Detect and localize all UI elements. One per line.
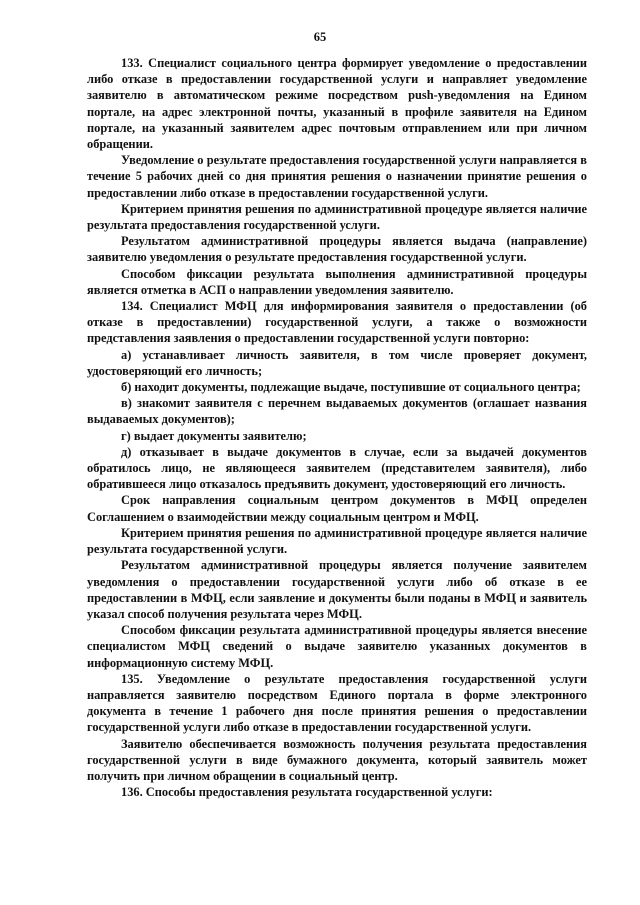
list-item-v: в) знакомит заявителя с перечнем выдаваемых документов (оглашает названия выдаваемых документов); bbox=[87, 396, 587, 427]
paragraph-134: 134. Специалист МФЦ для информирования заявителя о предоставлении (об отказе в предоставлении) государственной услуги, а также о возможности представления заявления о предоставлении государственной услуги повторно: bbox=[87, 299, 587, 346]
paragraph-result-2: Результатом административной процедуры является получение заявителем уведомления о предоставлении государственной услуги либо об отказе в ее предоставлении в МФЦ, если заявление и документы были поданы в МФЦ и заявитель указал способ получения результата через МФЦ. bbox=[87, 558, 587, 621]
list-item-a: а) устанавливает личность заявителя, в том числе проверяет документ, удостоверяющий его личность; bbox=[87, 347, 587, 378]
paragraph-term-mfc: Срок направления социальным центром документов в МФЦ определен Соглашением о взаимодействии между социальным центром и МФЦ. bbox=[87, 493, 587, 524]
list-item-b: б) находит документы, подлежащие выдаче, поступившие от социального центра; bbox=[121, 380, 581, 395]
paragraph-136: 136. Способы предоставления результата государственной услуги: bbox=[121, 785, 493, 800]
paragraph-fixation-1: Способом фиксации результата выполнения административной процедуры является отметка в АСП о направлении уведомления заявителю. bbox=[87, 266, 587, 297]
paragraph-notification-term: Уведомление о результате предоставления государственной услуги направляется в течение 5 рабочих дней со дня принятия решения о назначении принятие решения о предоставлении либо отказе в предоставлении государственной услуги. bbox=[87, 153, 587, 200]
page-number: 65 bbox=[313, 30, 327, 44]
paragraph-133: 133. Специалист социального центра формирует уведомление о предоставлении либо отказе в предоставлении государственной услуги и направляет уведомление заявителю в автоматическом режиме посредством push-уведомления на Едином портале, на адрес электронной почты, указанный в профиле заявителя на Едином портале, на указанный заявителем адрес почтовым отправлением или при личном обращении. bbox=[87, 56, 587, 152]
paragraph-paper-document: Заявителю обеспечивается возможность получения результата предоставления государственной услуги в виде бумажного документа, который заявитель может получить при личном обращении в социальный центр. bbox=[87, 736, 587, 783]
list-item-g: г) выдает документы заявителю; bbox=[121, 428, 307, 443]
paragraph-criterion-2: Критерием принятия решения по административной процедуре является наличие результата государственной услуги. bbox=[87, 525, 587, 557]
list-item-d: д) отказывает в выдаче документов в случае, если за выдачей документов обратилось лицо, не являющееся заявителем (представителем заявителя), либо обратившееся лицо отказалось предъявить документ, удостоверяющий его личность. bbox=[87, 444, 587, 492]
paragraph-fixation-2: Способом фиксации результата административной процедуры является внесение специалистом МФЦ сведений о выдаче заявителю указанных документов в информационную систему МФЦ. bbox=[87, 623, 587, 670]
paragraph-criterion-1: Критерием принятия решения по административной процедуре является наличие результата предоставления государственной услуги. bbox=[87, 201, 587, 233]
paragraph-135: 135. Уведомление о результате предоставления государственной услуги направляется заявителю посредством Единого портала в форме электронного документа в течение 1 рабочего дня после принятия решения о предоставлении государственной услуги либо отказе в предоставлении государственной услуги. bbox=[87, 671, 587, 735]
document-body bbox=[87, 55, 587, 800]
paragraph-result-1: Результатом административной процедуры является выдача (направление) заявителю уведомления о результате предоставления государственной услуги. bbox=[87, 234, 587, 265]
